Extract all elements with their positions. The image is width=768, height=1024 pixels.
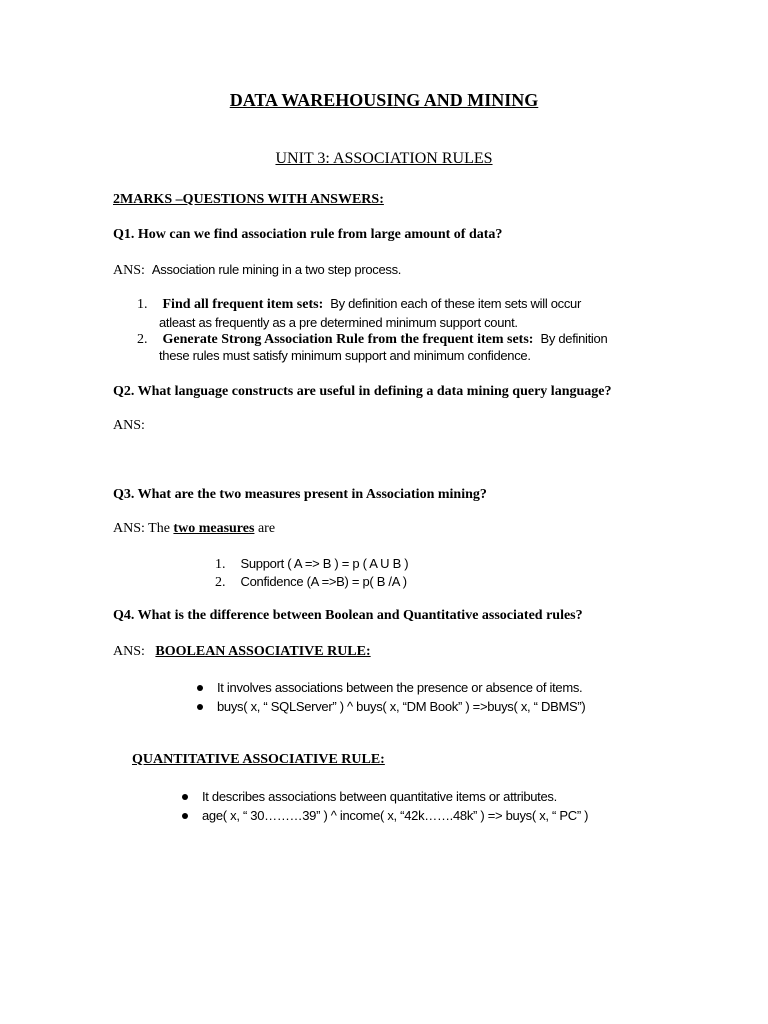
q3-item-2 [215,574,407,591]
q1-question: Q1. How can we find association rule from large amount of data? [113,227,503,242]
q1-item-1-text: By definition each of these item sets will occur [330,296,582,311]
q4-answer [113,644,371,660]
boolean-item-2-text: buys( x, “ SQLServer” ) ^ buys( x, “DM Book” ) =>buys( x, “ DBMS”) [217,699,586,714]
bullet-icon [182,813,188,819]
section-heading: 2MARKS –QUESTIONS WITH ANSWERS: [113,192,384,207]
q1-item-2-text: By definition [540,331,608,346]
q1-ans-prefix: ANS: [113,263,145,278]
bullet-icon [197,685,203,691]
q3-ans-prefix: ANS: The [113,521,170,536]
q1-ans-text: Association rule mining in a two step process. [151,262,402,277]
q1-item-1-bold: Find all frequent item sets: [162,297,324,312]
q1-item-2 [137,331,607,348]
boolean-item-1 [197,679,582,697]
boolean-rule-heading: BOOLEAN ASSOCIATIVE RULE: [155,644,371,659]
bullet-icon [197,704,203,710]
boolean-item-1-text: It involves associations between the presence or absence of items. [217,680,583,695]
q3-item-1 [215,556,408,573]
document-title: DATA WAREHOUSING AND MINING [229,90,539,110]
quantitative-rule-heading [132,752,385,768]
q3-item-2-text: Confidence (A =>B) = p( B /A ) [240,574,407,589]
q3-item-1-num: 1. [215,557,226,572]
q1-item-1-num: 1. [137,297,148,312]
q2-ans-prefix: ANS: [113,418,145,433]
q4-ans-prefix: ANS: [113,644,145,659]
q3-ans-bold: two measures [173,521,255,536]
quant-item-1-text: It describes associations between quantitative items or attributes. [202,789,557,804]
quant-item-1 [182,788,557,806]
q1-answer [113,262,401,279]
q1-item-2-bold: Generate Strong Association Rule from the frequent item sets: [162,332,534,347]
q1-item-1-cont: atleast as frequently as a pre determined minimum support count. [159,315,518,330]
q3-question: Q3. What are the two measures present in Association mining? [113,487,487,502]
q1-item-2-num: 2. [137,332,148,347]
q3-item-1-text: Support ( A => B ) = p ( A U B ) [240,556,409,571]
q3-ans-suffix: are [257,521,276,536]
quant-item-2 [182,807,588,825]
q3-item-2-num: 2. [215,575,226,590]
q3-answer [113,521,275,537]
bullet-icon [182,794,188,800]
boolean-item-2 [197,698,585,716]
q1-item-2-cont: these rules must satisfy minimum support and minimum confidence. [159,348,531,363]
quant-item-2-text: age( x, “ 30………39” ) ^ income( x, “42k…….48k” ) => buys( x, “ PC” ) [202,808,589,823]
quantitative-rule-heading-text: QUANTITATIVE ASSOCIATIVE RULE: [132,752,385,767]
q1-item-1 [137,296,581,313]
unit-heading: UNIT 3: ASSOCIATION RULES [275,150,493,167]
q4-question: Q4. What is the difference between Boolean and Quantitative associated rules? [113,608,583,623]
q2-question: Q2. What language constructs are useful in defining a data mining query language? [113,384,612,399]
